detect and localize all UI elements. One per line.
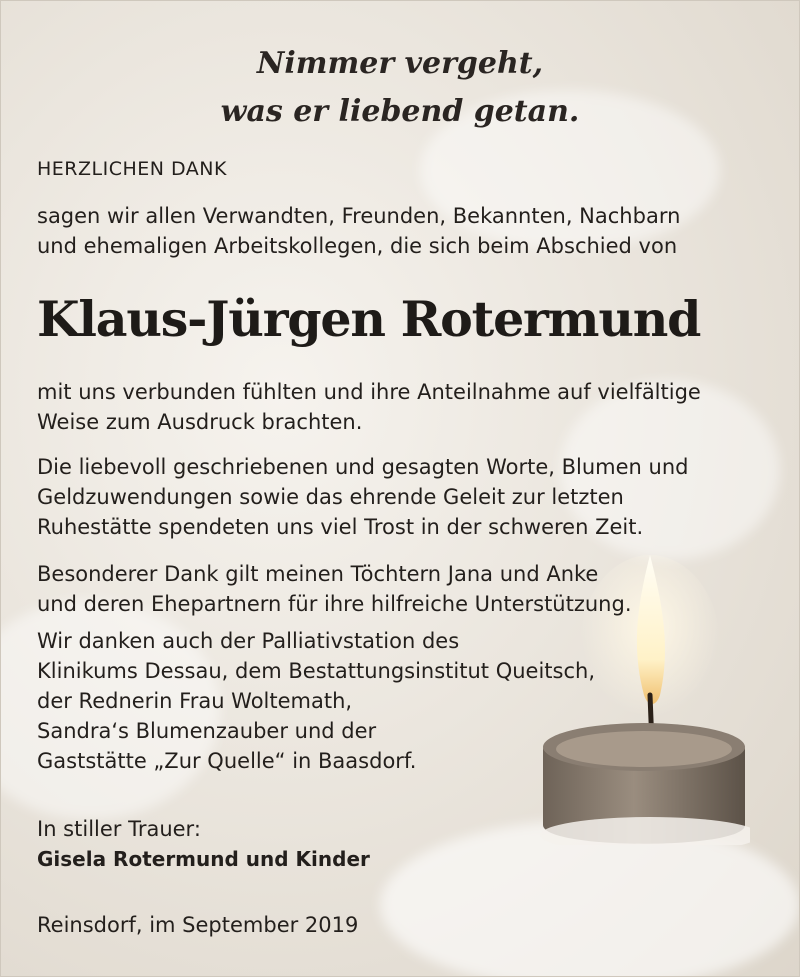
deceased-name: Klaus-Jürgen Rotermund — [37, 290, 701, 348]
intro-paragraph — [37, 201, 680, 261]
text-line: Sandra‘s Blumenzauber und der — [37, 719, 377, 743]
paragraph-sympathy — [37, 377, 701, 437]
text-line: Klinikums Dessau, dem Bestattungsinstitut Queitsch, — [37, 659, 595, 683]
text-line: Ruhestätte spendeten uns viel Trost in der schweren Zeit. — [37, 515, 644, 539]
text-line: der Rednerin Frau Woltemath, — [37, 689, 353, 713]
paragraph-institution-thanks — [37, 626, 595, 776]
text-line: Besonderer Dank gilt meinen Töchtern Jana und Anke — [37, 562, 599, 586]
text-line: Weise zum Ausdruck brachten. — [37, 410, 363, 434]
text-line: Die liebevoll geschriebenen und gesagten Worte, Blumen und — [37, 455, 689, 479]
mourning-block — [37, 814, 370, 874]
motto-line: was er liebend getan. — [220, 94, 580, 129]
text-line: sagen wir allen Verwandten, Freunden, Bekannten, Nachbarn — [37, 204, 681, 228]
motto-line: Nimmer vergeht, — [256, 46, 544, 81]
text-line: und deren Ehepartnern für ihre hilfreiche Unterstützung. — [37, 592, 632, 616]
mourning-label: In stiller Trauer: — [37, 817, 201, 841]
motto-quote — [0, 40, 800, 136]
place-date: Reinsdorf, im September 2019 — [37, 913, 359, 937]
text-line: mit uns verbunden fühlten und ihre Anteilnahme auf vielfältige — [37, 380, 701, 404]
thanks-heading: HERZLICHEN DANK — [37, 158, 227, 180]
text-line: Geldzuwendungen sowie das ehrende Geleit zur letzten — [37, 485, 624, 509]
signature: Gisela Rotermund und Kinder — [37, 847, 370, 871]
text-line: Gaststätte „Zur Quelle“ in Baasdorf. — [37, 749, 417, 773]
text-line: und ehemaligen Arbeitskollegen, die sich beim Abschied von — [37, 234, 678, 258]
paragraph-words — [37, 452, 689, 542]
text-line: Wir danken auch der Palliativstation des — [37, 629, 460, 653]
paragraph-family-thanks — [37, 559, 632, 619]
